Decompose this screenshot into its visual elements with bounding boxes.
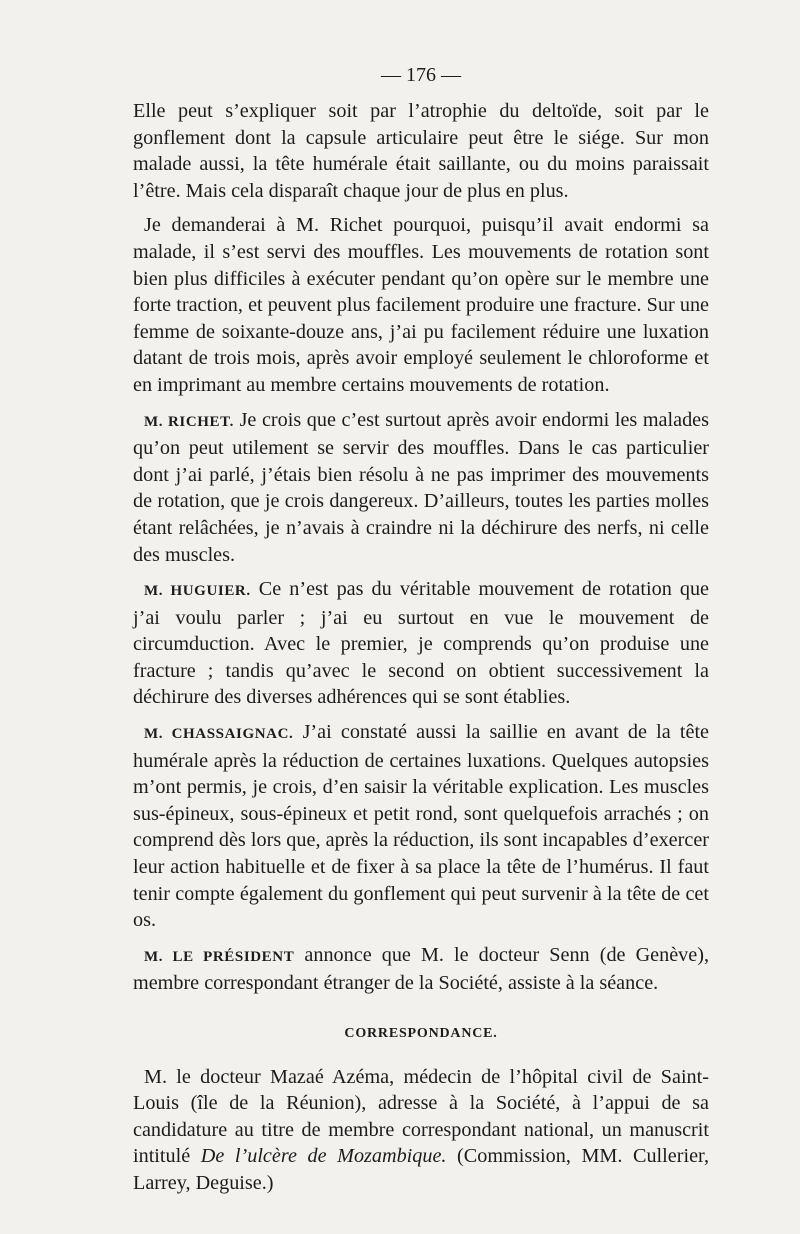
- page-number: — 176 —: [381, 64, 461, 86]
- paragraph-text: Je crois que c’est surtout après avoir endormi les malades qu’on peut utilement se servir des mouffles. Dans le cas particulier dont j’ai parlé, j’étais bien résolu à ne pas imprimer des mouvements de rotation, que je crois dangereux. D’ailleurs, toutes les parties molles étant relâchées, je n’avais à craindre ni la déchirure des nerfs, ni celle des muscles.: [133, 408, 709, 566]
- paragraph-text: Elle peut s’expliquer soit par l’atrophie du deltoïde, soit par le gonflement dont la capsule articulaire peut être le siége. Sur mon malade aussi, la tête humérale était saillante, ou du moins paraissait l’être. Mais cela disparaît chaque jour de plus en plus.: [133, 100, 709, 202]
- paragraph-text: annonce que M. le docteur Senn (de Genève), membre correspondant étranger de la Société, assiste à la séance.: [133, 943, 709, 995]
- speaker-name: M. CHASSAIGNAC.: [144, 726, 294, 743]
- document-page: [133, 62, 709, 1205]
- paragraph-text: Ce n’est pas du véritable mouvement de rotation que j’ai voulu parler ; j’ai eu surtout en vue le mouvement de circumduction. Avec le premier, je comprends qu’on produise une fracture ; tandis qu’avec le second on obtient successivement la déchirure des diverses adhérences qui se sont établies.: [133, 578, 710, 709]
- paragraph-text: M. le docteur Mazaé Azéma, médecin de l’hôpital civil de Saint-Louis (île de la Réunion), adresse à la Société, à l’appui de sa candidature au titre de membre correspondant national, un manuscrit intitulé: [133, 1065, 709, 1168]
- paragraph-atrophie: [133, 98, 709, 204]
- paragraph-chassaignac: [133, 719, 709, 934]
- paragraph-president: [133, 942, 709, 997]
- paragraph-text: (Commission, MM. Cullerier, Larrey, Deguise.): [133, 1145, 709, 1194]
- paragraph-question-richet: [133, 212, 709, 398]
- paragraph-huguier: [133, 576, 709, 711]
- paragraph-text: Je demanderai à M. Richet pourquoi, puisqu’il avait endormi sa malade, il s’est servi des mouffles. Les mouvements de rotation sont bien plus difficiles à exécuter pendant qu’on opère sur le membre une forte traction, et peuvent plus facilement produire une fracture. Sur une femme de soixante-douze ans, j’ai pu facilement réduire une luxation datant de trois mois, après avoir employé seulement le chloroforme et en imprimant au membre certains mouvements de rotation.: [133, 214, 709, 396]
- speaker-name: M. LE PRÉSIDENT: [144, 948, 295, 965]
- paragraph-richet: [133, 407, 709, 569]
- manuscript-title: De l’ulcère de Mozambique.: [200, 1145, 447, 1168]
- paragraph-correspondance: [133, 1064, 709, 1197]
- speaker-name: M. HUGUIER.: [144, 583, 251, 600]
- speaker-name: M. RICHET.: [144, 413, 234, 430]
- section-heading-correspondance: CORRESPONDANCE.: [344, 1026, 498, 1041]
- paragraph-text: J’ai constaté aussi la saillie en avant de la tête humérale après la réduction de certaines luxations. Quelques autopsies m’ont permis, je crois, d’en saisir la véritable explication. Les muscles sus-épineux, sous-épineux et petit rond, sont quelquefois arrachés ; on comprend dès lors que, après la réduction, ils sont incapables d’exercer leur action habituelle et de fixer à sa place la tête de l’humérus. Il faut tenir compte également du gonflement qui peut survenir à la tête de cet os.: [133, 721, 710, 932]
